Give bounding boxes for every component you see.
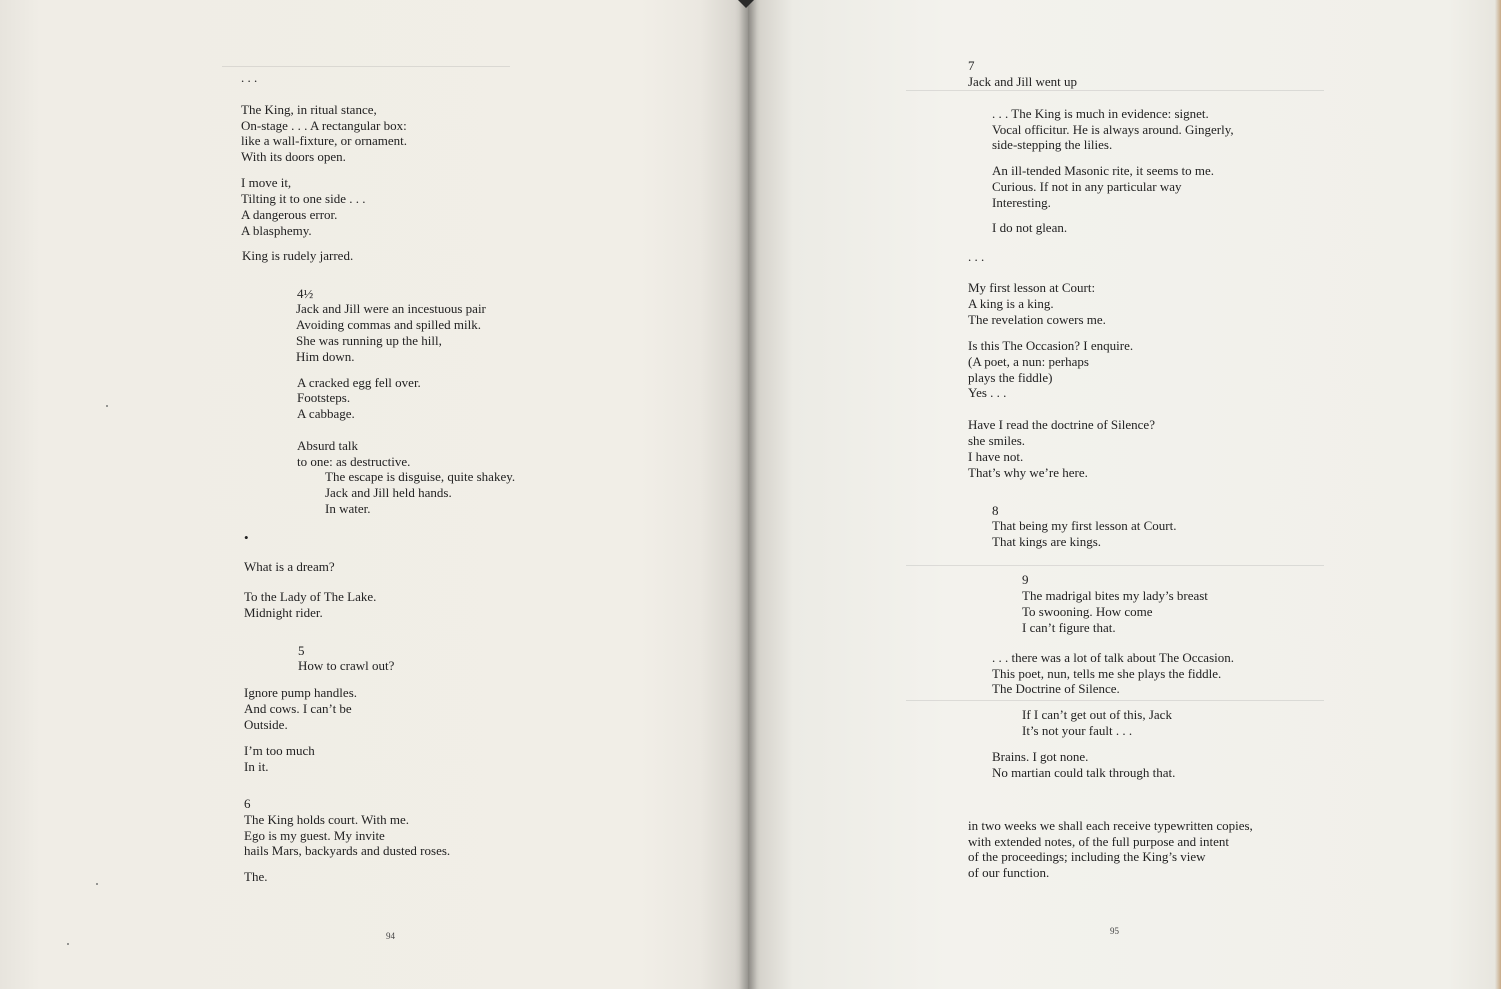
poem-line: Absurd talk: [297, 438, 359, 453]
section-number: 9: [1022, 572, 1029, 587]
poem-line: Tilting it to one side . . .: [241, 191, 366, 206]
poem-line: I’m too much: [244, 743, 315, 758]
prose-line: with extended notes, of the full purpose and intent: [968, 834, 1230, 849]
section-number: 5: [298, 643, 305, 658]
poem-line: The King, in ritual stance,: [241, 102, 377, 117]
section-number: 6: [244, 796, 251, 811]
poem-line: What is a dream?: [244, 559, 335, 574]
bleed-through-rule: [906, 565, 1324, 566]
left-page: [0, 0, 748, 989]
poem-line: An ill-tended Masonic rite, it seems to me.: [992, 163, 1215, 178]
poem-line: No martian could talk through that.: [992, 765, 1176, 780]
poem-line: she smiles.: [968, 433, 1026, 448]
right-page: [748, 0, 1501, 989]
bleed-through-rule: [222, 66, 510, 67]
paper-speck: [106, 405, 108, 407]
poem-line: A dangerous error.: [241, 207, 338, 222]
poem-line: A blasphemy.: [241, 223, 312, 238]
poem-line: King is rudely jarred.: [242, 248, 354, 263]
poem-line: like a wall-fixture, or ornament.: [241, 133, 408, 148]
section-number: 7: [968, 58, 975, 73]
poem-line: Outside.: [244, 717, 288, 732]
poem-line: A cabbage.: [297, 406, 355, 421]
poem-line: That’s why we’re here.: [968, 465, 1088, 480]
poem-line: Curious. If not in any particular way: [992, 179, 1182, 194]
poem-line: And cows. I can’t be: [244, 701, 352, 716]
poem-line: Jack and Jill held hands.: [325, 485, 452, 500]
poem-line: Interesting.: [992, 195, 1051, 210]
poem-line: I move it,: [241, 175, 292, 190]
prose-line: of the proceedings; including the King’s view: [968, 849, 1206, 864]
poem-line: It’s not your fault . . .: [1022, 723, 1133, 738]
poem-line: On-stage . . . A rectangular box:: [241, 118, 407, 133]
poem-line: Midnight rider.: [244, 605, 323, 620]
poem-line: The.: [244, 869, 268, 884]
poem-line: Vocal officitur. He is always around. Gingerly,: [992, 122, 1234, 137]
section-number: 8: [992, 503, 999, 518]
poem-line: side-stepping the lilies.: [992, 137, 1113, 152]
book-spine-shadow: [739, 0, 757, 989]
poem-line: That being my first lesson at Court.: [992, 518, 1177, 533]
poem-line: The escape is disguise, quite shakey.: [325, 469, 516, 484]
poem-line: The King holds court. With me.: [244, 812, 409, 827]
page-number: 94: [386, 931, 395, 941]
prose-line: in two weeks we shall each receive typewritten copies,: [968, 818, 1253, 833]
poem-line: A cracked egg fell over.: [297, 375, 421, 390]
poem-line: This poet, nun, tells me she plays the fiddle.: [992, 666, 1222, 681]
poem-line: If I can’t get out of this, Jack: [1022, 707, 1172, 722]
poem-line: To the Lady of The Lake.: [244, 589, 377, 604]
paper-speck: [67, 943, 69, 945]
poem-line: I do not glean.: [992, 220, 1068, 235]
poem-line: Ego is my guest. My invite: [244, 828, 385, 843]
poem-line: Brains. I got none.: [992, 749, 1089, 764]
poem-line: hails Mars, backyards and dusted roses.: [244, 843, 451, 858]
poem-line: Have I read the doctrine of Silence?: [968, 417, 1155, 432]
poem-line: To swooning. How come: [1022, 604, 1153, 619]
bleed-through-rule: [906, 700, 1324, 701]
page-edge: [1495, 0, 1501, 989]
bullet-marker: •: [244, 530, 249, 545]
poem-line: With its doors open.: [241, 149, 346, 164]
poem-line: Jack and Jill were an incestuous pair: [296, 301, 486, 316]
poem-line: The Doctrine of Silence.: [992, 681, 1120, 696]
poem-line: My first lesson at Court:: [968, 280, 1096, 295]
section-number: 4½: [297, 286, 314, 301]
poem-line: Avoiding commas and spilled milk.: [296, 317, 481, 332]
poem-line: . . . The King is much in evidence: signet.: [992, 106, 1209, 121]
poem-line: In it.: [244, 759, 269, 774]
poem-line: Ignore pump handles.: [244, 685, 358, 700]
poem-line: She was running up the hill,: [296, 333, 442, 348]
poem-line: plays the fiddle): [968, 370, 1053, 385]
ellipsis-marker: . . .: [241, 70, 258, 85]
bleed-through-rule: [906, 90, 1324, 91]
poem-line: to one: as destructive.: [297, 454, 411, 469]
poem-line: How to crawl out?: [298, 658, 395, 673]
poem-line: . . . there was a lot of talk about The Occasion.: [992, 650, 1234, 665]
poem-line: Footsteps.: [297, 390, 351, 405]
poem-line: Yes . . .: [968, 385, 1007, 400]
poem-line: Him down.: [296, 349, 355, 364]
prose-line: of our function.: [968, 865, 1050, 880]
poem-line: Jack and Jill went up: [968, 74, 1078, 89]
paper-speck: [96, 883, 98, 885]
poem-line: A king is a king.: [968, 296, 1054, 311]
poem-line: The revelation cowers me.: [968, 312, 1106, 327]
poem-line: In water.: [325, 501, 371, 516]
poem-line: I can’t figure that.: [1022, 620, 1116, 635]
page-number: 95: [1110, 926, 1119, 936]
poem-line: Is this The Occasion? I enquire.: [968, 338, 1134, 353]
ellipsis-marker: . . .: [968, 249, 985, 264]
poem-line: The madrigal bites my lady’s breast: [1022, 588, 1208, 603]
poem-line: (A poet, a nun: perhaps: [968, 354, 1089, 369]
poem-line: I have not.: [968, 449, 1024, 464]
poem-line: That kings are kings.: [992, 534, 1102, 549]
